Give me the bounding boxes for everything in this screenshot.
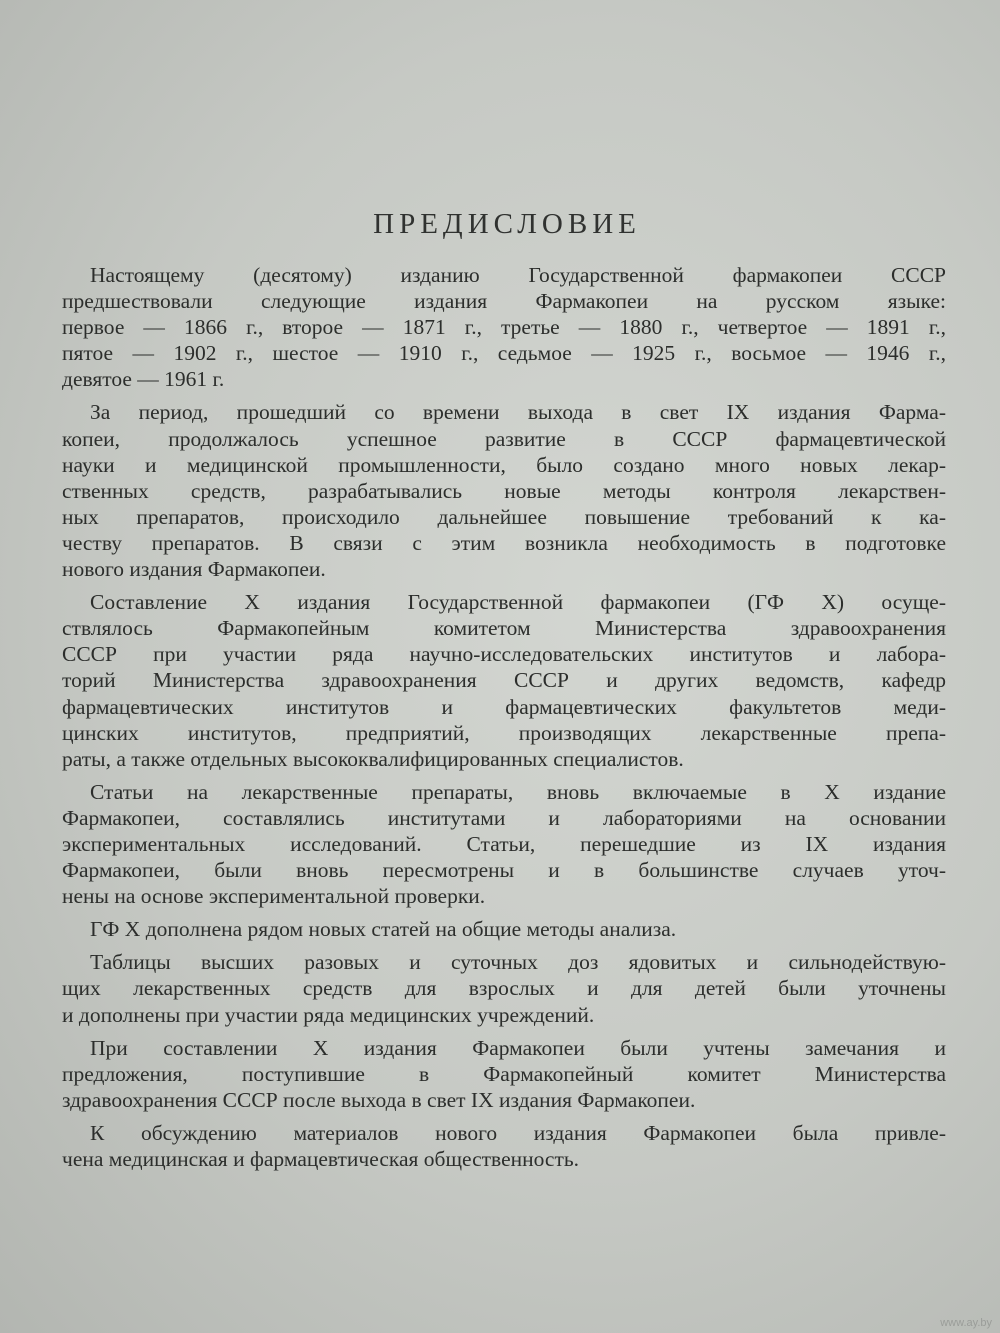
page-title: ПРЕДИСЛОВИЕ (373, 208, 641, 240)
text-line: СССР при участии ряда научно-исследовательских институтов и лабора- (62, 642, 946, 667)
text-line: цинских институтов, предприятий, производящих лекарственные препа- (62, 720, 946, 745)
text-line: ственных средств, разрабатывались новые методы контроля лекарствен- (62, 478, 946, 503)
text-line: ГФ X дополнена рядом новых статей на общие методы анализа. (90, 917, 677, 942)
paragraph (62, 589, 946, 772)
text-line: предложения, поступившие в Фармакопейный комитет Министерства (62, 1061, 946, 1086)
text-line: ствлялось Фармакопейным комитетом Министерства здравоохранения (62, 616, 946, 641)
text-line: При составлении X издания Фармакопеи были учтены замечания и (90, 1035, 946, 1060)
text-line: честву препаратов. В связи с этим возникла необходимость в подготовке (62, 530, 946, 555)
text-line: Составление X издания Государственной фармакопеи (ГФ X) осуще- (90, 590, 946, 615)
paragraph (62, 1120, 946, 1172)
text-line: щих лекарственных средств для взрослых и для детей были уточнены (62, 976, 946, 1001)
paragraph (62, 916, 946, 942)
text-line: здравоохранения СССР после выхода в свет IX издания Фармакопеи. (62, 1087, 696, 1112)
text-line: девятое — 1961 г. (62, 367, 225, 392)
text-line: торий Министерства здравоохранения СССР и других ведомств, кафедр (62, 668, 946, 693)
text-line: пятое — 1902 г., шестое — 1910 г., седьмое — 1925 г., восьмое — 1946 г., (62, 341, 946, 366)
text-line: нены на основе экспериментальной проверки. (62, 884, 486, 909)
text-line: науки и медицинской промышленности, было создано много новых лекар- (62, 452, 946, 477)
text-line: За период, прошедший со времени выхода в свет IX издания Фарма- (90, 400, 946, 425)
text-line: первое — 1866 г., второе — 1871 г., третье — 1880 г., четвертое — 1891 г., (62, 315, 946, 340)
text-line: раты, а также отдельных высококвалифицированных специалистов. (62, 746, 684, 771)
text-line: Фармакопеи, составлялись институтами и лабораториями на основании (62, 805, 946, 830)
text-line: Таблицы высших разовых и суточных доз ядовитых и сильнодействую- (90, 950, 946, 975)
paragraph (62, 262, 946, 392)
text-line: предшествовали следующие издания Фармакопеи на русском языке: (62, 289, 946, 314)
text-line: нового издания Фармакопеи. (62, 557, 326, 582)
text-line: фармацевтических институтов и фармацевтических факультетов меди- (62, 694, 946, 719)
text-line: чена медицинская и фармацевтическая общественность. (62, 1147, 580, 1171)
paragraph (62, 1035, 946, 1113)
text-line: К обсуждению материалов нового издания Фармакопеи была привле- (90, 1120, 946, 1145)
watermark: www.ay.by (940, 1317, 992, 1329)
paragraph (62, 779, 946, 909)
paragraph (62, 399, 946, 582)
body-text (62, 262, 946, 1172)
text-line: и дополнены при участии ряда медицинских учреждений. (62, 1002, 595, 1027)
text-line: ных препаратов, происходило дальнейшее повышение требований к ка- (62, 504, 946, 529)
text-line: экспериментальных исследований. Статьи, перешедшие из IX издания (62, 831, 946, 856)
text-line: Статьи на лекарственные препараты, вновь включаемые в X издание (90, 779, 946, 804)
text-line: Фармакопеи, были вновь пересмотрены и в большинстве случаев уточ- (62, 858, 946, 883)
text-line: Настоящему (десятому) изданию Государственной фармакопеи СССР (90, 263, 946, 287)
text-line: копеи, продолжалось успешное развитие в СССР фармацевтической (62, 426, 946, 451)
paragraph (62, 949, 946, 1027)
